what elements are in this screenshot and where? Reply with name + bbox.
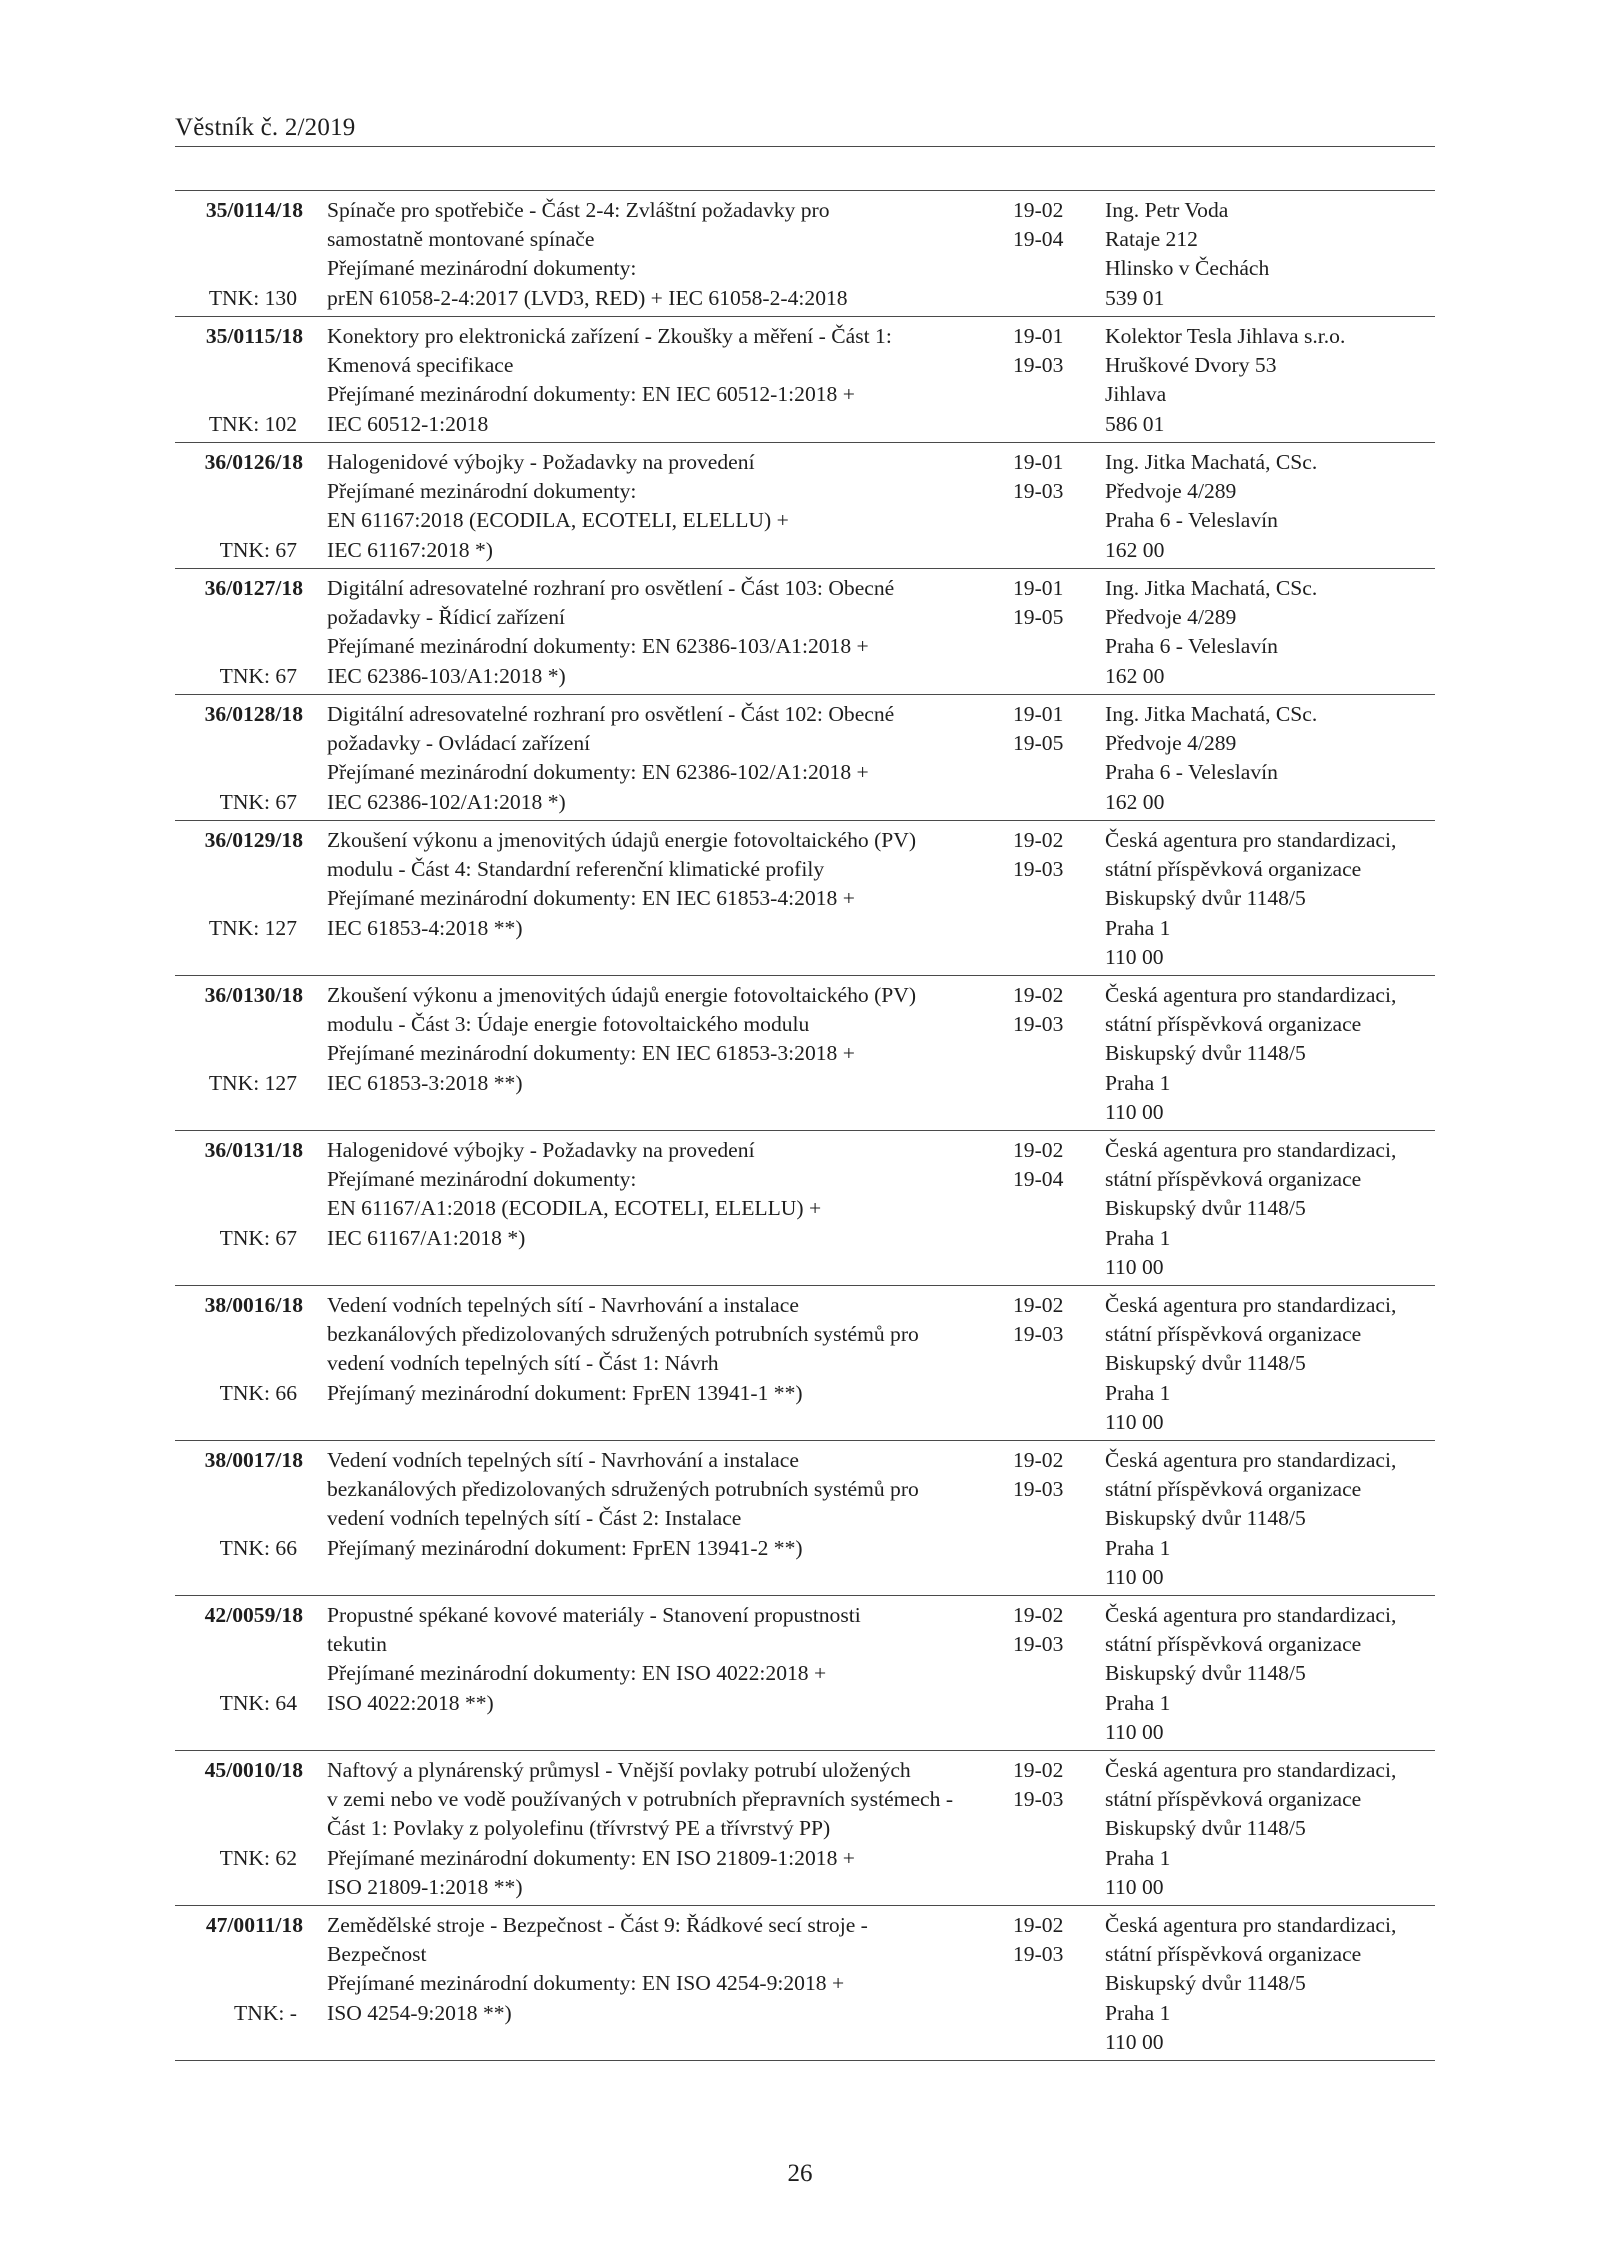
comment-dates [1013,1911,1083,1969]
date-value: 19-05 [1013,731,1064,756]
address-line: Praha 6 - Veleslavín [1105,634,1278,659]
date-value: 19-04 [1013,1167,1064,1192]
address-line: Ing. Jitka Machatá, CSc. [1105,450,1318,474]
address-line: Biskupský dvůr 1148/5 [1105,886,1306,911]
title-line: Konektory pro elektronická zařízení - Zkoušky a měření - Část 1: [327,324,892,348]
title-line: IEC 60512-1:2018 [327,411,489,436]
title-line: IEC 61167:2018 *) [327,537,493,562]
date-value: 19-02 [1013,1913,1064,1937]
comment-dates [1013,448,1083,506]
standard-code: 36/0128/18 [204,702,303,726]
address-line: 110 00 [1105,1719,1164,1744]
tnk-number: TNK: 67 [219,789,297,814]
date-value: 19-03 [1013,353,1064,378]
address-line: Praha 1 [1105,1845,1171,1870]
standard-code: 42/0059/18 [204,1603,303,1627]
address-line: Biskupský dvůr 1148/5 [1105,1661,1306,1686]
title-line: Přejímané mezinárodní dokumenty: [327,256,637,281]
address-line: státní příspěvková organizace [1105,1942,1362,1967]
date-value: 19-01 [1013,702,1064,726]
address-line: Předvoje 4/289 [1105,479,1237,504]
address-line: Česká agentura pro standardizaci, [1105,1448,1397,1472]
address-line: Předvoje 4/289 [1105,605,1237,630]
standard-title [327,1136,1007,1253]
title-line: Propustné spékané kovové materiály - Stanovení propustnosti [327,1603,861,1627]
table-row [175,569,1435,695]
tnk-number: TNK: - [234,2000,297,2025]
address-line: 110 00 [1105,1099,1164,1124]
date-value: 19-02 [1013,1293,1064,1317]
address-line: Biskupský dvůr 1148/5 [1105,1351,1306,1376]
date-value: 19-03 [1013,479,1064,504]
tnk-number: TNK: 127 [208,1070,297,1095]
standard-title [327,826,1007,943]
processor-address [1105,322,1435,439]
address-line: státní příspěvková organizace [1105,857,1362,882]
address-line: Česká agentura pro standardizaci, [1105,1293,1397,1317]
address-line: Ing. Petr Voda [1105,198,1229,222]
standard-title [327,1291,1007,1408]
processor-address [1105,1446,1435,1592]
date-value: 19-02 [1013,198,1064,222]
title-line: Přejímaný mezinárodní dokument: FprEN 13941-1 **) [327,1380,803,1405]
address-line: Česká agentura pro standardizaci, [1105,983,1397,1007]
title-line: samostatně montované spínače [327,227,595,252]
title-line: EN 61167:2018 (ECODILA, ECOTELI, ELELLU) + [327,508,789,533]
table-row [175,443,1435,569]
tnk-number: TNK: 66 [219,1535,297,1560]
title-line: Digitální adresovatelné rozhraní pro osvětlení - Část 103: Obecné [327,576,895,600]
title-line: Zkoušení výkonu a jmenovitých údajů energie fotovoltaického (PV) [327,828,917,852]
title-line: požadavky - Řídicí zařízení [327,605,566,630]
standard-code: 36/0130/18 [204,983,303,1007]
address-line: státní příspěvková organizace [1105,1787,1362,1812]
tnk-number: TNK: 64 [219,1690,297,1715]
address-line: Praha 1 [1105,1690,1171,1715]
standard-title [327,574,1007,691]
standards-table [175,190,1435,2061]
standard-title [327,1756,1007,1902]
address-line: 110 00 [1105,1874,1164,1899]
standard-code: 36/0129/18 [204,828,303,852]
table-row [175,821,1435,976]
title-line: IEC 61167/A1:2018 *) [327,1225,526,1250]
title-line: bezkanálových předizolovaných sdružených potrubních systémů pro [327,1322,919,1347]
title-line: Zemědělské stroje - Bezpečnost - Část 9: Řádkové secí stroje - [327,1913,868,1937]
date-value: 19-03 [1013,857,1064,882]
tnk-number: TNK: 67 [219,537,297,562]
processor-address [1105,981,1435,1127]
address-line: státní příspěvková organizace [1105,1322,1362,1347]
title-line: Halogenidové výbojky - Požadavky na provedení [327,1138,755,1162]
address-line: Ing. Jitka Machatá, CSc. [1105,702,1318,726]
date-value: 19-02 [1013,828,1064,852]
standard-title [327,700,1007,817]
standard-title [327,981,1007,1098]
title-line: Vedení vodních tepelných sítí - Navrhování a instalace [327,1293,799,1317]
address-line: Biskupský dvůr 1148/5 [1105,1041,1306,1066]
title-line: Přejímané mezinárodní dokumenty: EN IEC 61853-3:2018 + [327,1041,855,1066]
table-row [175,1286,1435,1441]
title-line: Část 1: Povlaky z polyolefinu (třívrstvý PE a třívrstvý PP) [327,1816,831,1841]
address-line: Praha 1 [1105,1225,1171,1250]
comment-dates [1013,826,1083,884]
address-line: Praha 6 - Veleslavín [1105,760,1278,785]
address-line: 110 00 [1105,1254,1164,1279]
processor-address [1105,1136,1435,1282]
title-line: EN 61167/A1:2018 (ECODILA, ECOTELI, ELELLU) + [327,1196,822,1221]
title-line: Zkoušení výkonu a jmenovitých údajů energie fotovoltaického (PV) [327,983,917,1007]
title-line: požadavky - Ovládací zařízení [327,731,591,756]
tnk-number: TNK: 66 [219,1380,297,1405]
standard-code: 47/0011/18 [205,1913,303,1937]
address-line: Kolektor Tesla Jihlava s.r.o. [1105,324,1346,348]
tnk-number: TNK: 62 [219,1845,297,1870]
standard-code: 45/0010/18 [204,1758,303,1782]
address-line: Biskupský dvůr 1148/5 [1105,1971,1306,1996]
comment-dates [1013,1446,1083,1504]
title-line: ISO 4254-9:2018 **) [327,2000,512,2025]
address-line: Předvoje 4/289 [1105,731,1237,756]
comment-dates [1013,1136,1083,1194]
processor-address [1105,1911,1435,2057]
title-line: vedení vodních tepelných sítí - Část 1: Návrh [327,1351,719,1376]
processor-address [1105,700,1435,817]
title-line: Kmenová specifikace [327,353,514,378]
title-line: Přejímané mezinárodní dokumenty: EN IEC 60512-1:2018 + [327,382,855,407]
title-line: Přejímané mezinárodní dokumenty: [327,479,637,504]
page-header [175,108,1435,147]
title-line: Spínače pro spotřebiče - Část 2-4: Zvláštní požadavky pro [327,198,830,222]
comment-dates [1013,196,1083,254]
comment-dates [1013,1601,1083,1659]
table-row [175,1751,1435,1906]
address-line: Hruškové Dvory 53 [1105,353,1277,378]
title-line: ISO 21809-1:2018 **) [327,1874,523,1899]
date-value: 19-03 [1013,1632,1064,1657]
address-line: Praha 1 [1105,915,1171,940]
address-line: Praha 6 - Veleslavín [1105,508,1278,533]
table-row [175,1441,1435,1596]
address-line: Česká agentura pro standardizaci, [1105,1138,1397,1162]
date-value: 19-03 [1013,1322,1064,1347]
address-line: 110 00 [1105,944,1164,969]
title-line: Přejímané mezinárodní dokumenty: EN ISO 21809-1:2018 + [327,1845,855,1870]
address-line: 162 00 [1105,789,1165,814]
address-line: Praha 1 [1105,2000,1171,2025]
title-line: vedení vodních tepelných sítí - Část 2: Instalace [327,1506,742,1531]
address-line: Ing. Jitka Machatá, CSc. [1105,576,1318,600]
title-line: Vedení vodních tepelných sítí - Navrhování a instalace [327,1448,799,1472]
date-value: 19-01 [1013,576,1064,600]
title-line: Přejímané mezinárodní dokumenty: EN 62386-102/A1:2018 + [327,760,869,785]
comment-dates [1013,574,1083,632]
date-value: 19-02 [1013,1758,1064,1782]
address-line: 110 00 [1105,1409,1164,1434]
date-value: 19-05 [1013,605,1064,630]
standard-title [327,1601,1007,1718]
title-line: bezkanálových předizolovaných sdružených potrubních systémů pro [327,1477,919,1502]
date-value: 19-01 [1013,450,1064,474]
standard-title [327,1911,1007,2028]
address-line: 162 00 [1105,663,1165,688]
comment-dates [1013,700,1083,758]
date-value: 19-01 [1013,324,1064,348]
address-line: Praha 1 [1105,1070,1171,1095]
address-line: Česká agentura pro standardizaci, [1105,1913,1397,1937]
processor-address [1105,196,1435,313]
address-line: Jihlava [1105,382,1167,407]
address-line: 162 00 [1105,537,1165,562]
address-line: Biskupský dvůr 1148/5 [1105,1196,1306,1221]
processor-address [1105,574,1435,691]
tnk-number: TNK: 67 [219,1225,297,1250]
address-line: 586 01 [1105,411,1165,436]
table-row [175,317,1435,443]
title-line: prEN 61058-2-4:2017 (LVD3, RED) + IEC 61058-2-4:2018 [327,285,848,310]
title-line: ISO 4022:2018 **) [327,1690,494,1715]
processor-address [1105,1601,1435,1747]
tnk-number: TNK: 102 [208,411,297,436]
title-line: Digitální adresovatelné rozhraní pro osvětlení - Část 102: Obecné [327,702,895,726]
date-value: 19-02 [1013,1448,1064,1472]
address-line: Česká agentura pro standardizaci, [1105,1603,1397,1627]
date-value: 19-03 [1013,1012,1064,1037]
title-line: Přejímané mezinárodní dokumenty: EN ISO 4254-9:2018 + [327,1971,845,1996]
title-line: Přejímané mezinárodní dokumenty: EN ISO 4022:2018 + [327,1661,827,1686]
processor-address [1105,1291,1435,1437]
address-line: Česká agentura pro standardizaci, [1105,1758,1397,1782]
date-value: 19-04 [1013,227,1064,252]
address-line: Česká agentura pro standardizaci, [1105,828,1397,852]
title-line: Naftový a plynárenský průmysl - Vnější povlaky potrubí uložených [327,1758,911,1782]
date-value: 19-03 [1013,1787,1064,1812]
table-row [175,695,1435,821]
comment-dates [1013,322,1083,380]
comment-dates [1013,981,1083,1039]
title-line: Přejímaný mezinárodní dokument: FprEN 13941-2 **) [327,1535,803,1560]
date-value: 19-02 [1013,1603,1064,1627]
address-line: státní příspěvková organizace [1105,1632,1362,1657]
title-line: v zemi nebo ve vodě používaných v potrubních přepravních systémech - [327,1787,954,1812]
address-line: 110 00 [1105,2029,1164,2054]
address-line: Biskupský dvůr 1148/5 [1105,1816,1306,1841]
table-row [175,191,1435,317]
standard-title [327,1446,1007,1563]
standard-code: 36/0131/18 [204,1138,303,1162]
title-line: Přejímané mezinárodní dokumenty: EN 62386-103/A1:2018 + [327,634,869,659]
processor-address [1105,826,1435,972]
address-line: 539 01 [1105,285,1165,310]
tnk-number: TNK: 127 [208,915,297,940]
tnk-number: TNK: 130 [208,285,297,310]
address-line: Praha 1 [1105,1380,1171,1405]
standard-title [327,448,1007,565]
address-line: státní příspěvková organizace [1105,1012,1362,1037]
title-line: Přejímané mezinárodní dokumenty: [327,1167,637,1192]
standard-code: 35/0114/18 [205,198,303,222]
title-line: Halogenidové výbojky - Požadavky na provedení [327,450,755,474]
date-value: 19-02 [1013,983,1064,1007]
address-line: státní příspěvková organizace [1105,1167,1362,1192]
date-value: 19-03 [1013,1477,1064,1502]
page-number: 26 [787,2160,813,2187]
tnk-number: TNK: 67 [219,663,297,688]
processor-address [1105,1756,1435,1902]
title-line: Bezpečnost [327,1942,427,1967]
address-line: Rataje 212 [1105,227,1198,252]
processor-address [1105,448,1435,565]
title-line: IEC 61853-4:2018 **) [327,915,523,940]
title-line: IEC 62386-103/A1:2018 *) [327,663,566,688]
standard-title [327,322,1007,439]
title-line: modulu - Část 3: Údaje energie fotovoltaického modulu [327,1012,810,1037]
table-row [175,1906,1435,2061]
title-line: IEC 61853-3:2018 **) [327,1070,523,1095]
standard-code: 38/0016/18 [204,1293,303,1317]
journal-title: Věstník č. 2/2019 [175,114,356,141]
comment-dates [1013,1291,1083,1349]
table-row [175,1596,1435,1751]
table-row [175,976,1435,1131]
title-line: Přejímané mezinárodní dokumenty: EN IEC 61853-4:2018 + [327,886,855,911]
address-line: státní příspěvková organizace [1105,1477,1362,1502]
title-line: modulu - Část 4: Standardní referenční klimatické profily [327,857,825,882]
standard-code: 35/0115/18 [205,324,303,348]
address-line: Praha 1 [1105,1535,1171,1560]
title-line: IEC 62386-102/A1:2018 *) [327,789,566,814]
standard-title [327,196,1007,313]
title-line: tekutin [327,1632,387,1657]
date-value: 19-03 [1013,1942,1064,1967]
standard-code: 36/0127/18 [204,576,303,600]
date-value: 19-02 [1013,1138,1064,1162]
address-line: 110 00 [1105,1564,1164,1589]
comment-dates [1013,1756,1083,1814]
address-line: Hlinsko v Čechách [1105,256,1270,281]
address-line: Biskupský dvůr 1148/5 [1105,1506,1306,1531]
table-row [175,1131,1435,1286]
standard-code: 36/0126/18 [204,450,303,474]
standard-code: 38/0017/18 [204,1448,303,1472]
